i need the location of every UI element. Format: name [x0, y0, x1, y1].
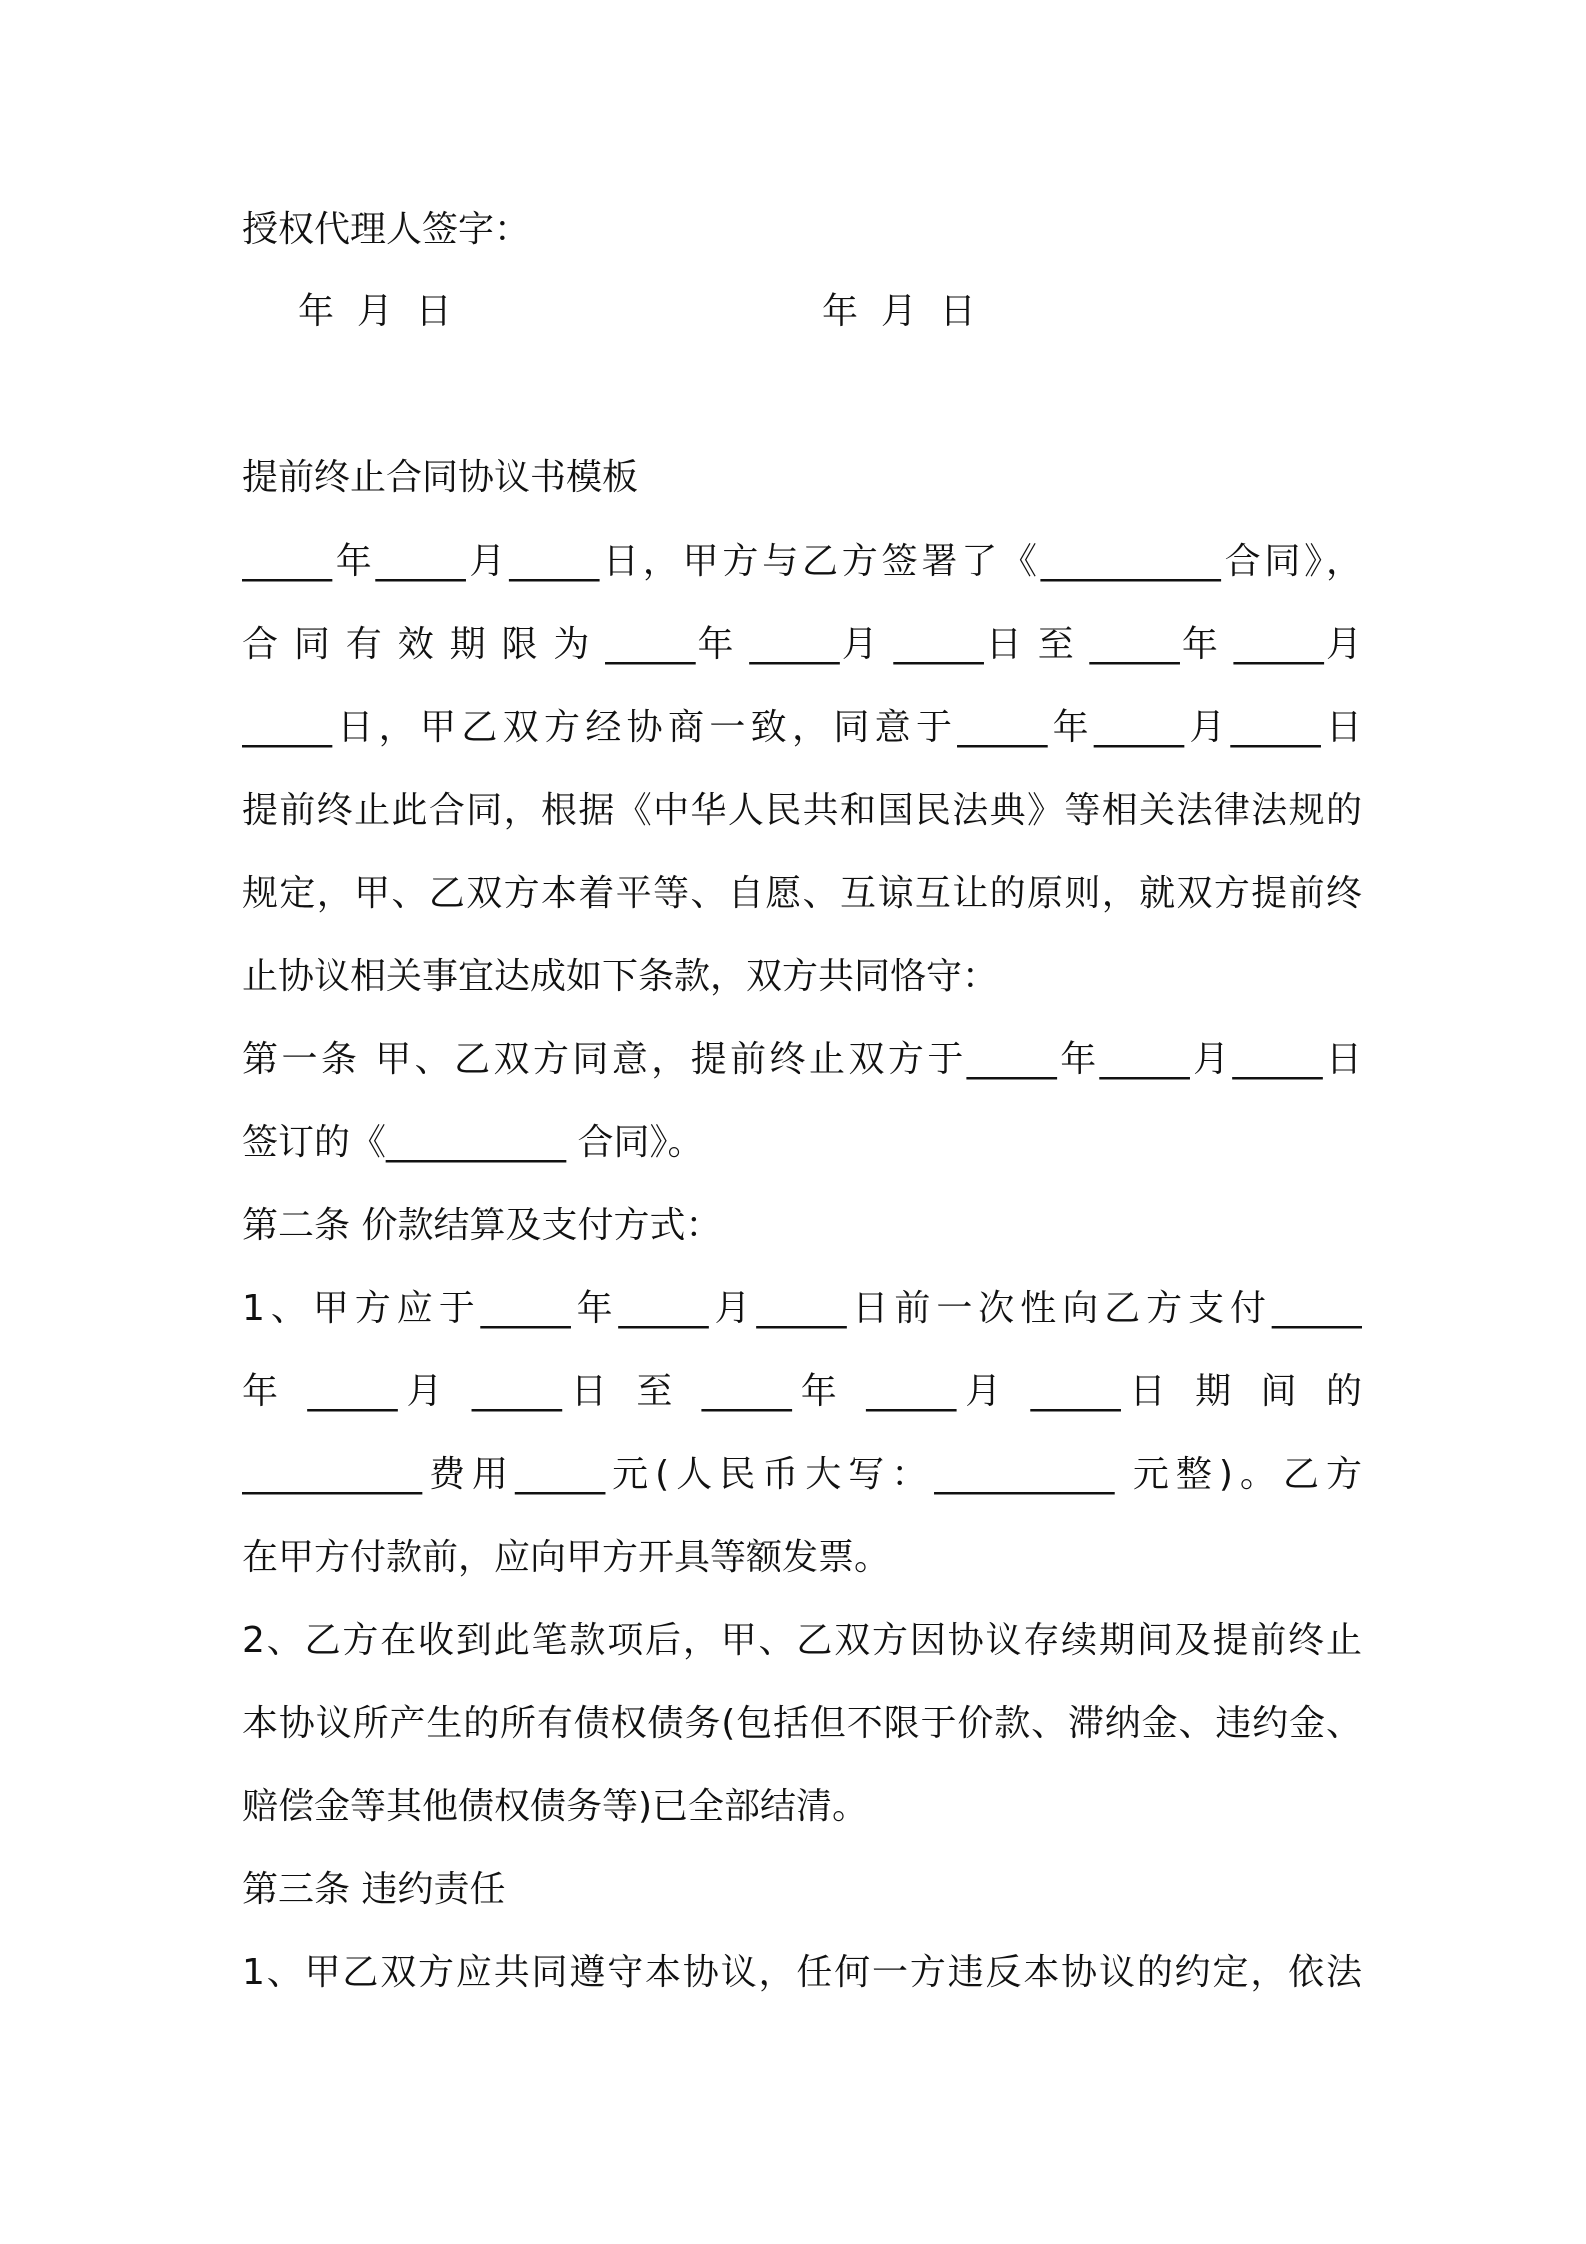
article-two-line: 年 _____月 _____日 至 _____年 _____月 _____日 期 间 的 [242, 1371, 1362, 1412]
article-two-line: 1、甲方应于_____年_____月_____日前一次性向乙方支付_____ [242, 1288, 1362, 1329]
article-three-heading: 第三条 违约责任 [242, 1869, 506, 1910]
article-two-line: 本协议所产生的所有债权债务(包括但不限于价款、滞纳金、违约金、 [242, 1703, 1362, 1744]
article-two-line: __________费用_____元(人民币大写：__________ 元整)。乙方 [242, 1454, 1362, 1495]
article-two-line: 2、乙方在收到此笔款项后，甲、乙双方因协议存续期间及提前终止 [242, 1620, 1362, 1661]
authorized-agent-signature-label: 授权代理人签字： [242, 209, 531, 250]
article-one-line: 第一条 甲、乙双方同意，提前终止双方于_____年_____月_____日 [242, 1039, 1362, 1080]
document-title: 提前终止合同协议书模板 [242, 457, 639, 498]
signature-date-right: 年 月 日 [822, 291, 976, 332]
paragraph-line: 止协议相关事宜达成如下条款，双方共同恪守： [242, 956, 999, 997]
signature-date-left: 年 月 日 [298, 291, 452, 332]
article-two-heading: 第二条 价款结算及支付方式： [242, 1205, 722, 1246]
paragraph-line: 合 同 有 效 期 限 为 _____年 _____月 _____日 至 _____年 _____月 [242, 624, 1362, 665]
article-three-line: 1、甲乙双方应共同遵守本协议，任何一方违反本协议的约定，依法 [242, 1952, 1362, 1993]
article-one-line: 签订的《__________ 合同》。 [242, 1122, 704, 1163]
paragraph-line: _____年_____月_____日，甲方与乙方签署了《__________合同》， [242, 541, 1362, 582]
article-two-line: 赔偿金等其他债权债务等)已全部结清。 [242, 1786, 869, 1827]
paragraph-line: 规定，甲、乙双方本着平等、自愿、互谅互让的原则，就双方提前终 [242, 873, 1362, 914]
paragraph-line: _____日，甲乙双方经协商一致，同意于_____年_____月_____日 [242, 707, 1362, 748]
paragraph-line: 提前终止此合同，根据《中华人民共和国民法典》等相关法律法规的 [242, 790, 1362, 831]
article-two-line: 在甲方付款前，应向甲方开具等额发票。 [242, 1537, 891, 1578]
